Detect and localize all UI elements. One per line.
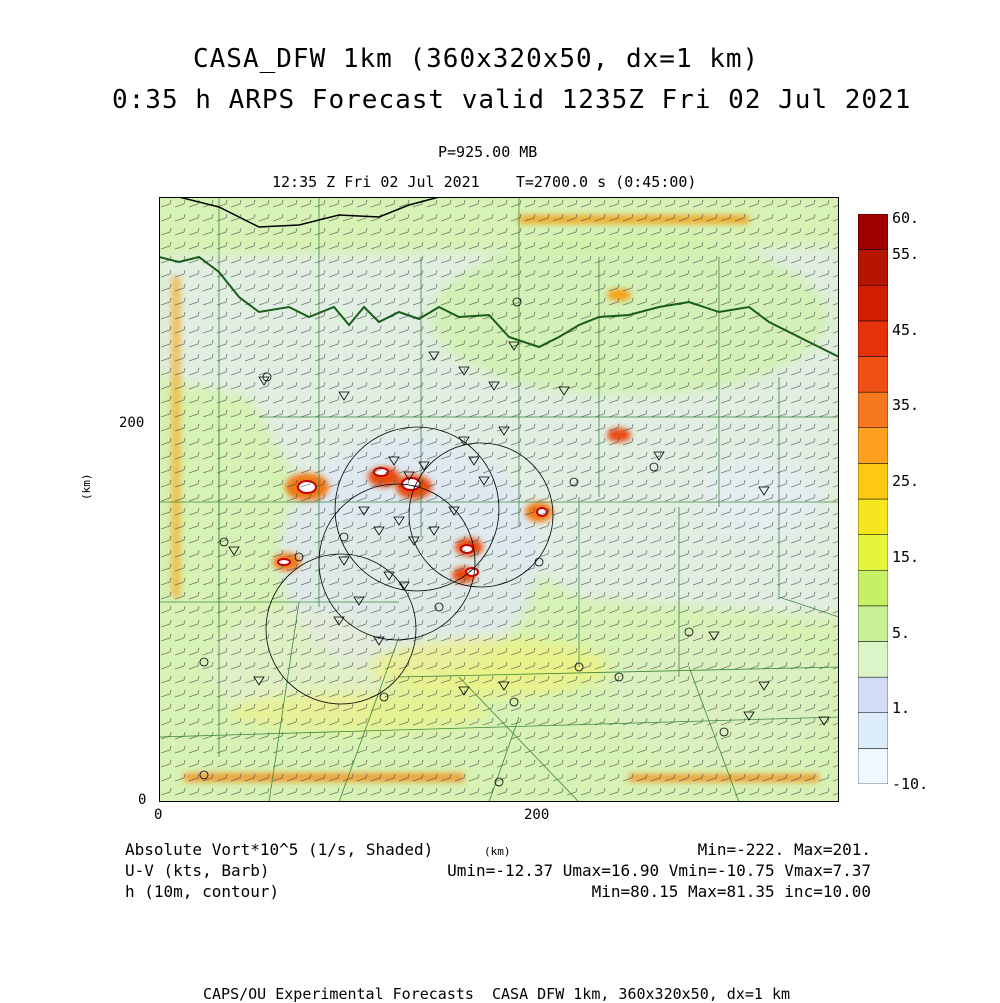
colorbar-label: 5. [892, 624, 911, 642]
colorbar-swatch [858, 463, 888, 499]
colorbar-swatch [858, 285, 888, 321]
colorbar-swatch [858, 250, 888, 286]
colorbar-swatch [858, 606, 888, 642]
legend-contour: h (10m, contour) [125, 882, 280, 901]
colorbar-swatch [858, 321, 888, 357]
y-axis-unit: (km) [80, 473, 93, 500]
y-tick-200: 200 [119, 415, 145, 431]
colorbar-swatch [858, 214, 888, 250]
colorbar-swatch [858, 357, 888, 393]
colorbar-label: 35. [892, 396, 920, 414]
legend-barb: U-V (kts, Barb) [125, 861, 270, 880]
colorbar-swatch [858, 642, 888, 678]
title-line-2: 0:35 h ARPS Forecast valid 1235Z Fri 02 Jul 2021 [112, 85, 912, 115]
colorbar-swatch [858, 535, 888, 571]
legend-wind-minmax: Umin=-12.37 Umax=16.90 Vmin=-10.75 Vmax=7.37 [447, 861, 871, 880]
wind-barbs [159, 197, 839, 802]
colorbar [858, 214, 888, 784]
colorbar-label: 55. [892, 245, 920, 263]
vorticity-map [159, 197, 839, 802]
footer-credit: CAPS/OU Experimental Forecasts CASA DFW 1km, 360x320x50, dx=1 km [203, 985, 790, 1003]
title-line-1: CASA_DFW 1km (360x320x50, dx=1 km) [193, 44, 760, 74]
colorbar-label: 1. [892, 699, 911, 717]
colorbar-swatch [858, 748, 888, 784]
colorbar-swatch [858, 499, 888, 535]
colorbar-swatch [858, 677, 888, 713]
colorbar-swatch [858, 713, 888, 749]
colorbar-label: -10. [892, 775, 929, 793]
legend-vort-minmax: Min=-222. Max=201. [697, 840, 871, 859]
legend-shading: Absolute Vort*10^5 (1/s, Shaded) [125, 840, 434, 859]
x-tick-0: 0 [154, 807, 163, 823]
colorbar-swatch [858, 428, 888, 464]
pressure-level: P=925.00 MB [438, 143, 538, 161]
y-tick-0: 0 [138, 792, 147, 808]
colorbar-label: 45. [892, 321, 920, 339]
legend-height-minmax: Min=80.15 Max=81.35 inc=10.00 [591, 882, 871, 901]
x-axis-unit: (km) [484, 845, 511, 858]
colorbar-swatch [858, 392, 888, 428]
colorbar-label: 15. [892, 548, 920, 566]
colorbar-swatch [858, 570, 888, 606]
x-tick-200: 200 [524, 807, 550, 823]
valid-time: 12:35 Z Fri 02 Jul 2021 T=2700.0 s (0:45:00) [272, 173, 697, 191]
colorbar-label: 60. [892, 209, 920, 227]
colorbar-label: 25. [892, 472, 920, 490]
